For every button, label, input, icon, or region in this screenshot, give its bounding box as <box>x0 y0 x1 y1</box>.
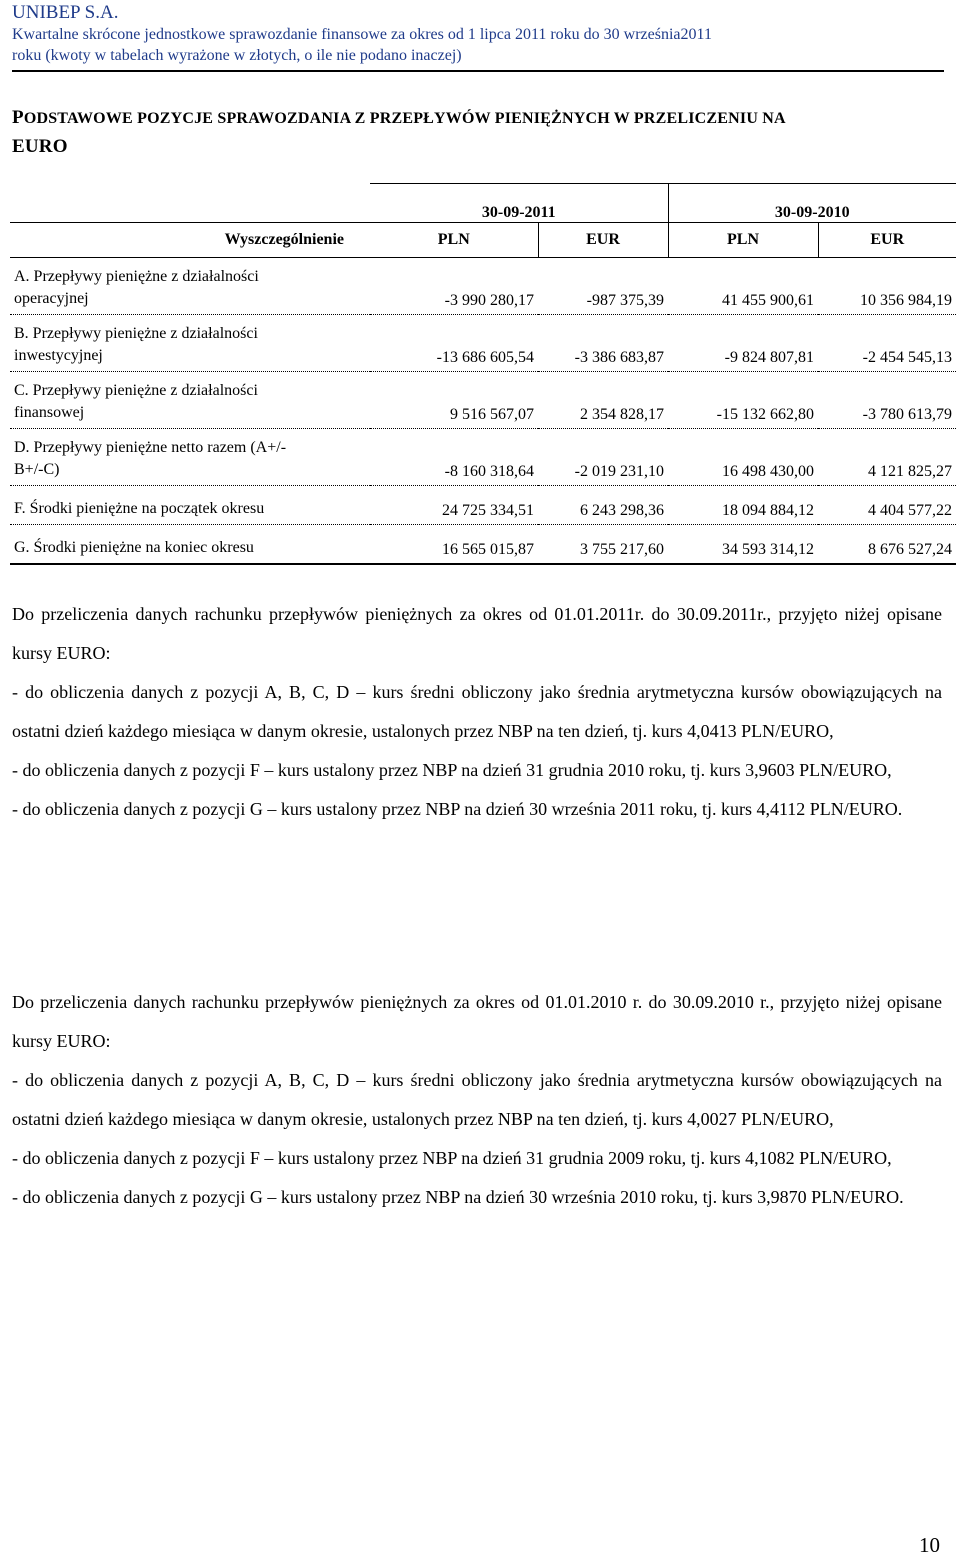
document-header <box>12 0 944 66</box>
column-header-pln-2011: PLN <box>370 223 538 258</box>
currency-header-row <box>10 223 956 258</box>
cell-value: 18 094 884,12 <box>668 486 818 525</box>
table-row <box>10 429 956 486</box>
cell-value: 24 725 334,51 <box>370 486 538 525</box>
row-label: A. Przepływy pieniężne z działalności operacyjnej <box>10 258 370 315</box>
row-label: F. Środki pieniężne na początek okresu <box>10 486 370 525</box>
exchange-rate-notes-2011 <box>12 595 942 829</box>
cell-value: 9 516 567,07 <box>370 372 538 429</box>
cell-value: 10 356 984,19 <box>818 258 956 315</box>
cell-value: -13 686 605,54 <box>370 315 538 372</box>
exchange-rate-notes-2010 <box>12 983 942 1217</box>
report-subtitle-line2: roku (kwoty w tabelach wyrażone w złotych, o ile nie podano inaczej) <box>12 47 462 64</box>
cell-value: -3 386 683,87 <box>538 315 668 372</box>
column-header-pln-2010: PLN <box>668 223 818 258</box>
header-empty-cell <box>10 184 370 223</box>
cell-value: -2 019 231,10 <box>538 429 668 486</box>
row-label: D. Przepływy pieniężne netto razem (A+/- B+/-C) <box>10 429 370 486</box>
period-header-row <box>10 184 956 223</box>
cell-value: 34 593 314,12 <box>668 525 818 565</box>
cash-flow-table <box>10 183 956 565</box>
table-row <box>10 258 956 315</box>
cell-value: -8 160 318,64 <box>370 429 538 486</box>
page-number: 10 <box>919 1533 940 1557</box>
section-title <box>12 104 948 162</box>
cell-value: 41 455 900,61 <box>668 258 818 315</box>
cell-value: 4 121 825,27 <box>818 429 956 486</box>
row-label: G. Środki pieniężne na koniec okresu <box>10 525 370 565</box>
section-title-line1: ODSTAWOWE POZYCJE SPRAWOZDANIA Z PRZEPŁYWÓW PIENIĘŻNYCH W PRZELICZENIU NA <box>23 110 786 127</box>
notes-intro: Do przeliczenia danych rachunku przepływów pieniężnych za okres od 01.01.2011r. do 30.09.2011r., przyjęto niżej opisane kursy EURO: <box>12 604 942 663</box>
column-header-label: Wyszczególnienie <box>10 223 370 258</box>
table-row <box>10 486 956 525</box>
cell-value: 4 404 577,22 <box>818 486 956 525</box>
cell-value: -9 824 807,81 <box>668 315 818 372</box>
company-name: UNIBEP S.A. <box>12 2 119 23</box>
period-header-2011: 30-09-2011 <box>370 184 668 223</box>
notes-item-abcd: - do obliczenia danych z pozycji A, B, C, D – kurs średni obliczony jako średnia arytmetyczna kursów obowiązujących na ostatni dzień każdego miesiąca w danym okresie, ustalonych przez NBP na ten dzień, tj. kurs 4,0413 PLN/EURO, <box>12 682 942 741</box>
table-row <box>10 372 956 429</box>
cell-value: 8 676 527,24 <box>818 525 956 565</box>
notes-item-g: - do obliczenia danych z pozycji G – kurs ustalony przez NBP na dzień 30 września 2011 roku, tj. kurs 4,4112 PLN/EURO. <box>12 799 903 819</box>
section-title-initial: P <box>12 107 24 128</box>
cell-value: 16 498 430,00 <box>668 429 818 486</box>
cell-value: 16 565 015,87 <box>370 525 538 565</box>
period-header-2010: 30-09-2010 <box>668 184 956 223</box>
cell-value: 2 354 828,17 <box>538 372 668 429</box>
table-row <box>10 315 956 372</box>
notes-item-f: - do obliczenia danych z pozycji F – kurs ustalony przez NBP na dzień 31 grudnia 2010 roku, tj. kurs 3,9603 PLN/EURO, <box>12 760 892 780</box>
report-subtitle-line1: Kwartalne skrócone jednostkowe sprawozdanie finansowe za okres od 1 lipca 2011 roku do 30 września2011 <box>12 26 712 43</box>
cell-value: 6 243 298,36 <box>538 486 668 525</box>
cell-value: -2 454 545,13 <box>818 315 956 372</box>
cell-value: -987 375,39 <box>538 258 668 315</box>
notes-item-abcd: - do obliczenia danych z pozycji A, B, C, D – kurs średni obliczony jako średnia arytmetyczna kursów obowiązujących na ostatni dzień każdego miesiąca w danym okresie, ustalonych przez NBP na ten dzień, tj. kurs 4,0027 PLN/EURO, <box>12 1070 942 1129</box>
notes-intro: Do przeliczenia danych rachunku przepływów pieniężnych za okres od 01.01.2010 r. do 30.09.2010 r., przyjęto niżej opisane kursy EURO: <box>12 992 942 1051</box>
cell-value: -15 132 662,80 <box>668 372 818 429</box>
notes-item-f: - do obliczenia danych z pozycji F – kurs ustalony przez NBP na dzień 31 grudnia 2009 roku, tj. kurs 4,1082 PLN/EURO, <box>12 1148 892 1168</box>
cell-value: -3 990 280,17 <box>370 258 538 315</box>
row-label: B. Przepływy pieniężne z działalności inwestycyjnej <box>10 315 370 372</box>
section-title-line2: EURO <box>12 136 68 157</box>
row-label: C. Przepływy pieniężne z działalności finansowej <box>10 372 370 429</box>
header-divider <box>12 70 944 72</box>
column-header-eur-2010: EUR <box>818 223 956 258</box>
column-header-eur-2011: EUR <box>538 223 668 258</box>
notes-item-g: - do obliczenia danych z pozycji G – kurs ustalony przez NBP na dzień 30 września 2010 roku, tj. kurs 3,9870 PLN/EURO. <box>12 1187 904 1207</box>
cell-value: 3 755 217,60 <box>538 525 668 565</box>
cell-value: -3 780 613,79 <box>818 372 956 429</box>
table-row <box>10 525 956 565</box>
